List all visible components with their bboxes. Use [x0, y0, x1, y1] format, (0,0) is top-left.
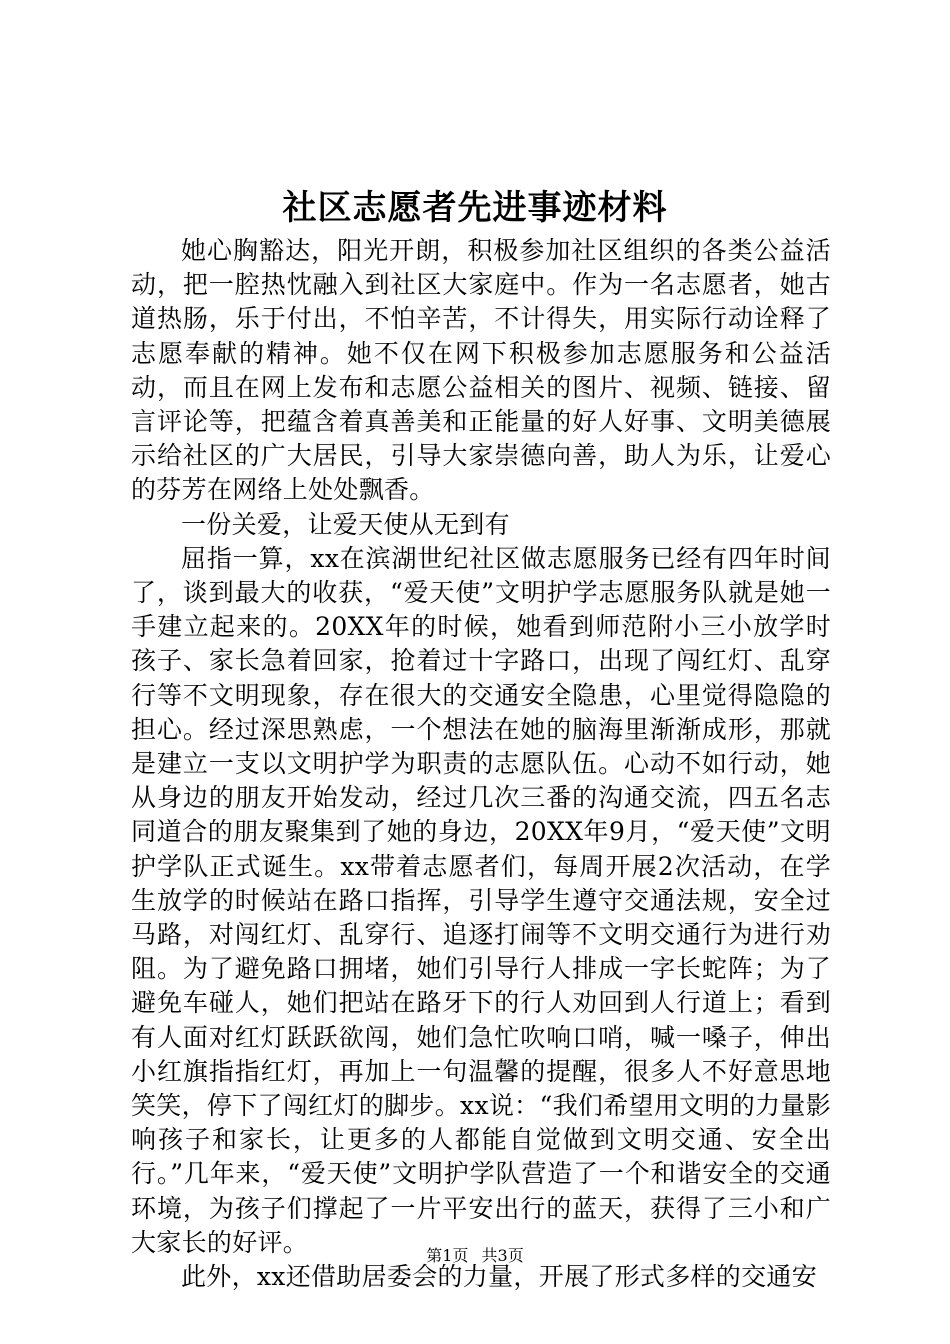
paragraph-intro: 她心胸豁达，阳光开朗，积极参加社区组织的各类公益活动，把一腔热忱融入到社区大家庭中。作为一名志愿者，她古道热肠，乐于付出，不怕辛苦，不计得失，用实际行动诠释了志愿奉献的精神。她不仅在网下积极参加志愿服务和公益活动，而且在网上发布和志愿公益相关的图片、视频、链接、留言评论等，把蕴含着真善美和正能量的好人好事、文明美德展示给社区的广大居民，引导大家崇德向善，助人为乐，让爱心的芬芳在网络上处处飘香。 — [131, 236, 831, 505]
page-number-total: 共3页 — [481, 1246, 524, 1265]
document-body — [131, 234, 831, 1294]
paragraph-continuation: 此外，xx还借助居委会的力量，开展了形式多样的交通安 — [181, 1262, 818, 1292]
paragraph-subheading: 一份关爱，让爱天使从无到有 — [181, 509, 510, 539]
document-title: 社区志愿者先进事迹材料 — [282, 188, 668, 228]
page-number-current: 第1页 — [426, 1246, 469, 1265]
page-footer — [0, 1246, 950, 1266]
paragraph-story: 屈指一算，xx在滨湖世纪社区做志愿服务已经有四年时间了，谈到最大的收获，“爱天使”文明护学志愿服务队就是她一手建立起来的。20XX年的时候，她看到师范附小三小放学时孩子、家长急着回家，抢着过十字路口，出现了闯红灯、乱穿行等不文明现象，存在很大的交通安全隐患，心里觉得隐隐的担心。经过深思熟虑，一个想法在她的脑海里渐渐成形，那就是建立一支以文明护学为职责的志愿队伍。心动不如行动，她从身边的朋友开始发动，经过几次三番的沟通交流，四五名志同道合的朋友聚集到了她的身边，20XX年9月，“爱天使”文明护学队正式诞生。xx带着志愿者们，每周开展2次活动，在学生放学的时候站在路口指挥，引导学生遵守交通法规，安全过马路，对闯红灯、乱穿行、追逐打闹等不文明交通行为进行劝阻。为了避免路口拥堵，她们引导行人排成一字长蛇阵；为了避免车碰人，她们把站在路牙下的行人劝回到人行道上；看到有人面对红灯跃跃欲闯，她们急忙吹响口哨，喊一嗓子，伸出小红旗指指红灯，再加上一句温馨的提醒，很多人不好意思地笑笑，停下了闯红灯的脚步。xx说：“我们希望用文明的力量影响孩子和家长，让更多的人都能自觉做到文明交通、安全出行。”几年来，“爱天使”文明护学队营造了一个和谐安全的交通环境，为孩子们撑起了一片平安出行的蓝天，获得了三小和广大家长的好评。 — [131, 543, 831, 1257]
